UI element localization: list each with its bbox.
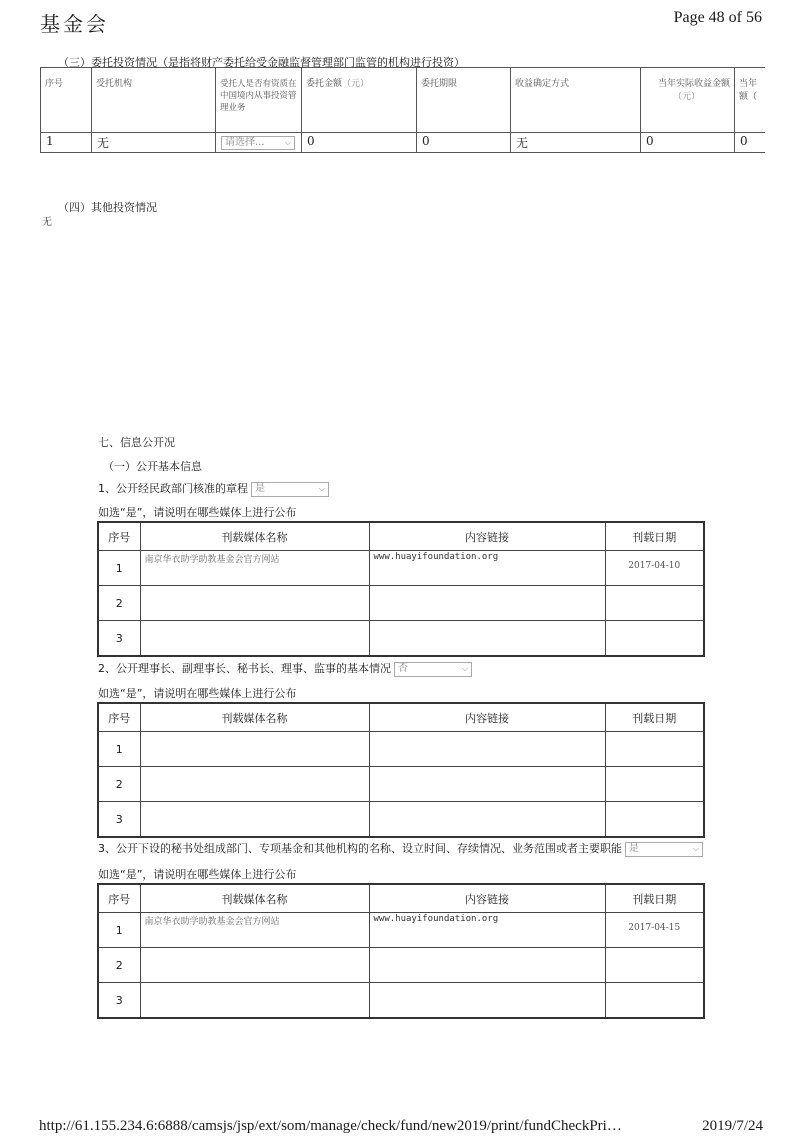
chevron-down-icon: ⌵: [318, 483, 325, 493]
cell-media: [140, 802, 369, 838]
cell-seq: 2: [98, 767, 140, 802]
table-row: [98, 948, 704, 983]
cell-seq: 1: [41, 133, 92, 153]
media-date: 2017-04-10: [628, 561, 681, 571]
cell-date: [605, 732, 704, 767]
info-sub-title: （一）公开基本信息: [103, 460, 202, 473]
cell-media: [140, 767, 369, 802]
footer-url: http://61.155.234.6:6888/camsjs/jsp/ext/som/manage/check/fund/new2019/print/fundCheckPri…: [39, 1118, 622, 1134]
media-header-row: [98, 522, 704, 551]
table-row: [98, 802, 704, 838]
cell-media: [140, 948, 369, 983]
cell-amount: 0: [302, 133, 417, 153]
col-media: 刊载媒体名称: [140, 884, 369, 913]
cell-date: [605, 983, 704, 1019]
header-title: 基金会: [40, 12, 109, 36]
cell-link: [369, 802, 605, 838]
cell-seq: 1: [98, 551, 140, 586]
table-row: [98, 732, 704, 767]
table-row: [41, 133, 765, 153]
cell-income-method: 无: [511, 133, 641, 153]
cell-media: [140, 586, 369, 621]
q2-select-value: 否: [398, 662, 408, 674]
media-header-row: [98, 703, 704, 732]
cell-seq: 1: [98, 913, 140, 948]
table-row: [98, 621, 704, 657]
q2-hint: 如选“是”，请说明在哪些媒体上进行公布: [98, 687, 297, 700]
cell-media: [140, 551, 369, 586]
cell-media: [140, 913, 369, 948]
media-name: 南京华衣助学助教基金会官方网站: [144, 555, 280, 565]
col-date: 刊载日期: [605, 884, 704, 913]
cell-media: [140, 732, 369, 767]
col-income-method: 收益确定方式: [511, 68, 641, 133]
cell-last: 0: [735, 133, 765, 153]
table-row: [98, 913, 704, 948]
cell-link: [369, 732, 605, 767]
cell-date: [605, 586, 704, 621]
cell-date: [605, 802, 704, 838]
cell-qualified: [216, 133, 302, 153]
q3-select[interactable]: [625, 842, 703, 857]
col-link: 内容链接: [369, 522, 605, 551]
chevron-down-icon: ⌵: [461, 663, 468, 673]
cell-actual-income: 0: [641, 133, 735, 153]
cell-org: 无: [92, 133, 216, 153]
table-row: [98, 551, 704, 586]
col-link: 内容链接: [369, 884, 605, 913]
entrust-table: [40, 67, 765, 153]
col-seq: 序号: [41, 68, 92, 133]
cell-date: [605, 913, 704, 948]
media-name: 南京华衣助学助教基金会官方网站: [144, 917, 280, 927]
col-org: 受托机构: [92, 68, 216, 133]
media-date: 2017-04-15: [628, 923, 681, 933]
col-term: 委托期限: [417, 68, 511, 133]
col-date: 刊载日期: [605, 703, 704, 732]
cell-date: [605, 621, 704, 657]
cell-seq: 3: [98, 621, 140, 657]
cell-date: [605, 551, 704, 586]
other-section-title: （四）其他投资情况: [58, 201, 157, 214]
q2-media-table: [97, 702, 705, 838]
qualified-select-value: 请选择...: [225, 137, 265, 148]
cell-seq: 3: [98, 802, 140, 838]
entrust-section-title: （三）委托投资情况（是指将财产委托给受金融监督管理部门监管的机构进行投资）: [58, 56, 465, 69]
q3-label: 3、公开下设的秘书处组成部门、专项基金和其他机构的名称、设立时间、存续情况、业务范围或者主要职能: [98, 842, 622, 855]
col-amount-label: 委托金额: [306, 79, 343, 89]
q3-line: [98, 840, 703, 857]
cell-link: [369, 551, 605, 586]
q1-hint: 如选“是”，请说明在哪些媒体上进行公布: [98, 506, 297, 519]
q1-select-value: 是: [255, 482, 265, 494]
q2-label: 2、公开理事长、副理事长、秘书长、理事、监事的基本情况: [98, 662, 391, 675]
q3-select-value: 是: [629, 842, 639, 854]
col-media: 刊载媒体名称: [140, 522, 369, 551]
cell-media: [140, 983, 369, 1019]
cell-date: [605, 948, 704, 983]
col-qualified: 受托人是否有资质在中国境内从事投资管理业务: [216, 68, 302, 133]
media-link: www.huayifoundation.org: [373, 552, 499, 562]
q3-hint: 如选“是”，请说明在哪些媒体上进行公布: [98, 868, 297, 881]
q1-line: [98, 480, 329, 497]
cell-seq: 3: [98, 983, 140, 1019]
other-section-value: 无: [42, 217, 52, 228]
cell-link: [369, 948, 605, 983]
cell-date: [605, 767, 704, 802]
table-row: [98, 983, 704, 1019]
cell-link: [369, 767, 605, 802]
table-row: [98, 586, 704, 621]
page-number: Page 48 of 56: [673, 9, 762, 26]
cell-link: [369, 621, 605, 657]
cell-term: 0: [417, 133, 511, 153]
col-cut-line2: 额（: [739, 92, 758, 102]
qualified-select[interactable]: [221, 136, 295, 150]
q1-media-table: [97, 521, 705, 657]
col-amount: [302, 68, 417, 133]
q1-label: 1、公开经民政部门核准的章程: [98, 482, 248, 495]
footer-date: 2019/7/24: [702, 1118, 763, 1134]
q1-select[interactable]: [251, 482, 329, 497]
table-row: [98, 767, 704, 802]
cell-link: [369, 913, 605, 948]
col-seq: 序号: [98, 522, 140, 551]
col-actual-income-unit: （元）: [672, 92, 700, 102]
chevron-down-icon: ⌵: [692, 843, 699, 853]
cell-seq: 2: [98, 948, 140, 983]
col-amount-unit: （元）: [342, 79, 370, 89]
col-cut-line1: 当年: [739, 79, 758, 89]
col-actual-income-label: 当年实际收益金额: [657, 79, 730, 89]
cell-seq: 1: [98, 732, 140, 767]
media-header-row: [98, 884, 704, 913]
col-cut: [735, 68, 765, 133]
entrust-header-row: [41, 68, 765, 133]
col-media: 刊载媒体名称: [140, 703, 369, 732]
cell-link: [369, 586, 605, 621]
q3-media-table: [97, 883, 705, 1019]
chevron-down-icon: ⌵: [284, 138, 291, 147]
cell-media: [140, 621, 369, 657]
q2-select[interactable]: [394, 662, 472, 677]
cell-link: [369, 983, 605, 1019]
col-seq: 序号: [98, 884, 140, 913]
col-seq: 序号: [98, 703, 140, 732]
cell-seq: 2: [98, 586, 140, 621]
q2-line: [98, 660, 472, 677]
info-section-title: 七、信息公开况: [98, 436, 175, 449]
media-link: www.huayifoundation.org: [373, 914, 499, 924]
col-actual-income: [641, 68, 735, 133]
col-link: 内容链接: [369, 703, 605, 732]
col-date: 刊载日期: [605, 522, 704, 551]
